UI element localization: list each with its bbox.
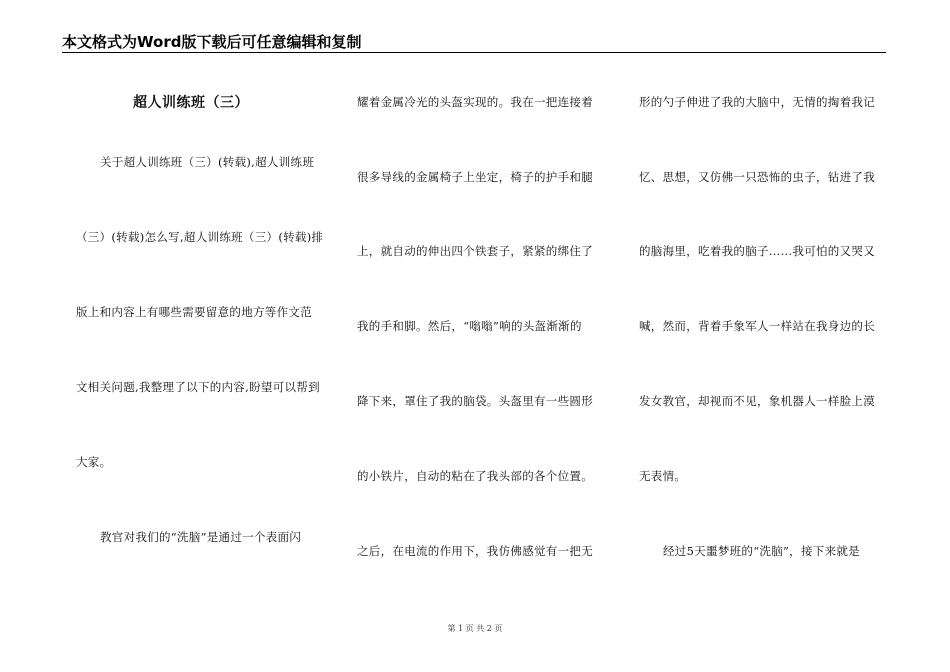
header-rule (62, 52, 886, 53)
column-1-line: 文相关问题,我整理了以下的内容,盼望可以帮到 (76, 380, 320, 394)
column-2-line: 耀着金属冷光的头盔实现的。我在一把连接着 (357, 95, 593, 109)
column-1-line: （三）(转载)怎么写,超人训练班（三）(转载)排 (76, 230, 324, 244)
article-title: 超人训练班（三） (133, 95, 249, 111)
column-3-line: 的脑海里，吃着我的脑子……我可怕的又哭又 (639, 244, 875, 258)
column-2-line: 很多导线的金属椅子上坐定，椅子的护手和腿 (357, 170, 593, 184)
column-2-line: 我的手和脚。然后，“嗡嗡”响的头盔渐渐的 (357, 319, 582, 333)
column-1-line: 教官对我们的“洗脑”是通过一个表面闪 (100, 530, 302, 544)
header-banner: 本文格式为Word版下载后可任意编辑和复制 (62, 33, 362, 51)
column-3-line: 喊，然而，背着手象军人一样站在我身边的长 (639, 319, 875, 333)
column-3-line: 经过5天噩梦班的“洗脑”，接下来就是 (663, 544, 860, 558)
column-2-line: 的小铁片，自动的粘在了我头部的各个位置。 (357, 469, 593, 483)
column-3-line: 忆、思想，又仿佛一只恐怖的虫子，钻进了我 (639, 170, 875, 184)
column-3-line: 发女教官，却视而不见，象机器人一样脸上漠 (639, 394, 875, 408)
column-2-line: 上，就自动的伸出四个铁套子，紧紧的绑住了 (357, 244, 593, 258)
column-3-line: 无表情。 (639, 469, 687, 483)
column-2-line: 之后，在电流的作用下，我仿佛感觉有一把无 (357, 544, 593, 558)
column-1-line: 大家。 (76, 455, 112, 469)
column-2-line: 降下来，罩住了我的脑袋。头盔里有一些圆形 (357, 394, 593, 408)
column-3-line: 形的勺子伸进了我的大脑中，无情的掏着我记 (639, 95, 875, 109)
page-footer: 第 1 页 共 2 页 (447, 624, 503, 633)
column-1-line: 版上和内容上有哪些需要留意的地方等作文范 (76, 305, 312, 319)
column-1-line: 关于超人训练班（三）(转载),超人训练班 (100, 155, 315, 169)
